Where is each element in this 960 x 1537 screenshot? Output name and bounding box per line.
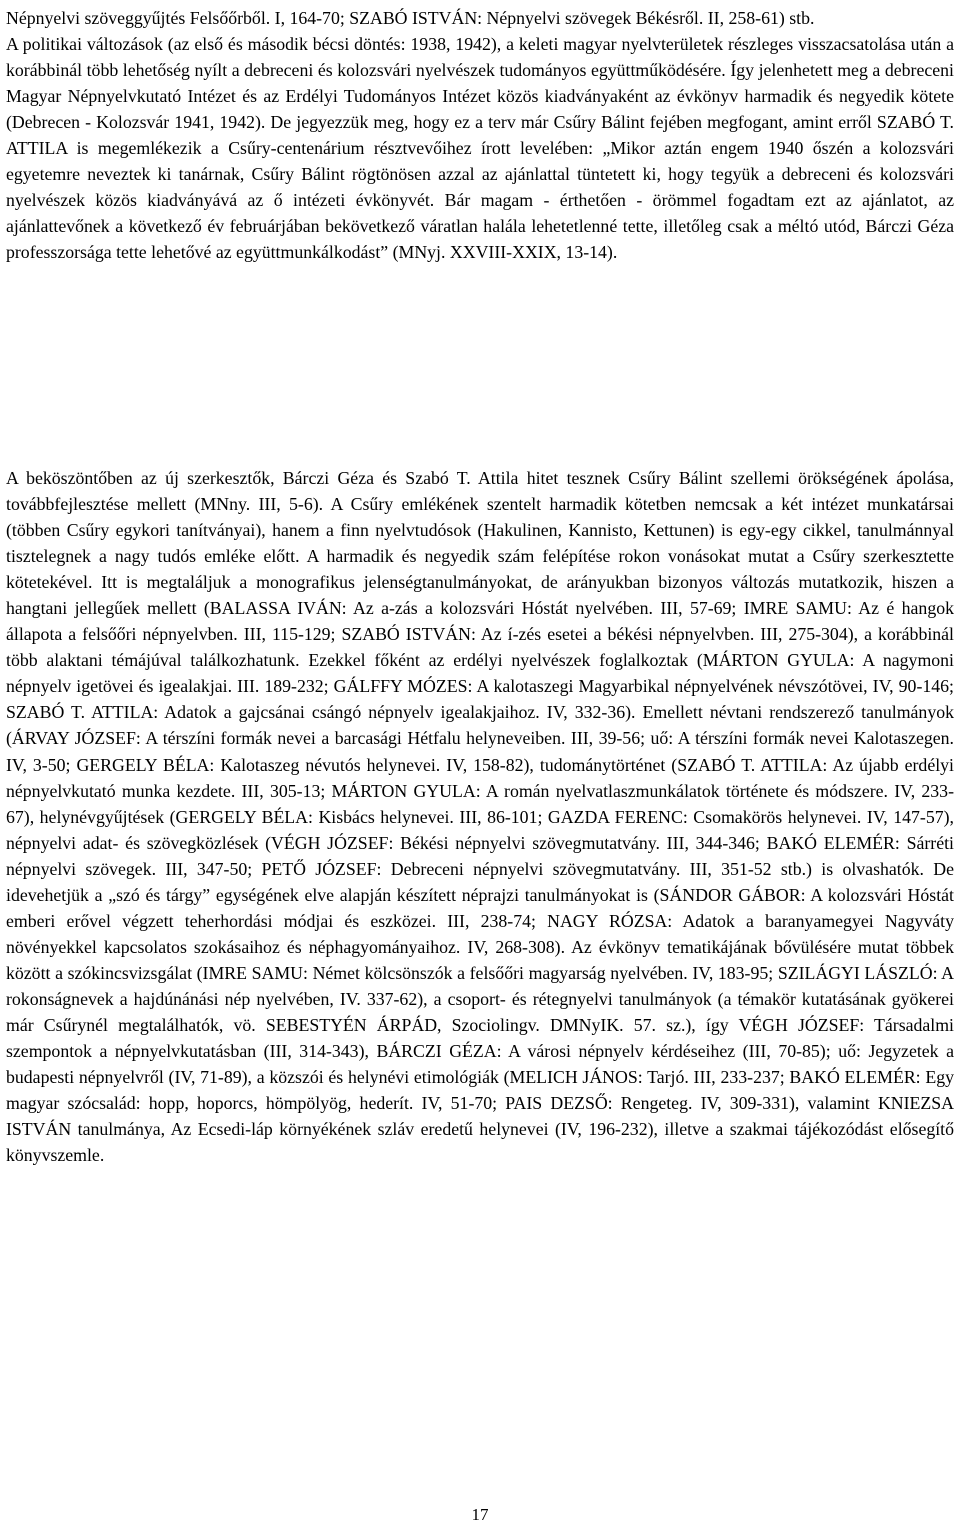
paragraph-2: A politikai változások (az első és második bécsi döntés: 1938, 1942), a keleti magyar nyelvterületek részleges visszacsatolása után a korábbinál több lehetőség nyílt a debreceni és kolozsvári nyelvészek tudományos együttműködésére. Így jelenhetett meg a debreceni Magyar Népnyelvkutató Intézet és az Erdélyi Tudományos Intézet közös kiadványaként az évkönyv harmadik és negyedik kötete (Debrecen - Kolozsvár 1941, 1942). De jegyezzük meg, hogy ez a terv már Csűry Bálint fejében megfogant, amint erről SZABÓ T. ATTILA is megemlékezik a Csűry-centenárium résztvevőihez írott levelében: „Mikor aztán engem 1940 őszén a kolozsvári egyetemre neveztek ki tanárnak, Csűry Bálint rögtönösen azzal az ajánlattal tüntetett ki, hogy tegyük a debreceni és kolozsvári nyelvészek közös kiadványává az ő intézeti évkönyvét. Bár magam - érthetően - örömmel fogadtam ezt az ajánlatot, az ajánlattevőnek a következő év februárjában bekövetkező váratlan halála lehetetlenné tette, illetőleg csak a méltó utód, Bárczi Géza professzorsága tette lehetővé az együttmunkálkodást” (MNyj. XXVIII-XXIX, 13-14).: [6, 34, 954, 263]
text-block-lower: [6, 465, 954, 1168]
paragraph-1: Népnyelvi szöveggyűjtés Felsőőrből. I, 164-70; SZABÓ ISTVÁN: Népnyelvi szövegek Békésről. II, 258-61) stb.: [6, 8, 815, 28]
text-block-upper: [6, 5, 954, 265]
paragraph-3: A beköszöntőben az új szerkesztők, Bárczi Géza és Szabó T. Attila hitet tesznek Csűry Bálint szellemi örökségének ápolása, továbbfejlesztése mellett (MNny. III, 5-6). A Csűry emlékének szentelt harmadik kötetben nemcsak a két intézet munkatársai (többen Csűry egykori tanítványai), hanem a finn nyelvtudósok (Hakulinen, Kannisto, Kettunen) is egy-egy cikkel, tanulmánnyal tisztelegnek a nagy tudós emléke előtt. A harmadik és negyedik szám felépítése rokon vonásokat mutat a Csűry szerkesztette kötetekével. Itt is megtaláljuk a monografikus jelenségtanulmányokat, de arányukban bizonyos változás mutatkozik, hiszen a hangtani jellegűek mellett (BALASSA IVÁN: Az a-zás a kolozsvári Hóstát nyelvében. III, 57-69; IMRE SAMU: Az é hangok állapota a felsőőri népnyelvben. III, 115-129; SZABÓ ISTVÁN: Az í-zés esetei a békési népnyelvben. III, 275-304), a korábbinál több alaktani témájúval találkozhatunk. Ezekkel főként az erdélyi nyelvészek foglalkoztak (MÁRTON GYULA: A nagymoni népnyelv igetövei és igealakjai. III. 189-232; GÁLFFY MÓZES: A kalotaszegi Magyarbikal népnyelvének névszótövei, IV, 90-146; SZABÓ T. ATTILA: Adatok a gajcsánai csángó népnyelv igealakjaihoz. IV, 332-36). Emellett névtani rendszerező tanulmányok (ÁRVAY JÓZSEF: A térszíni formák nevei a barcasági Hétfalu helyneveiben. III, 39-56; uő: A térszíni formák nevei Kalotaszegen. IV, 3-50; GERGELY BÉLA: Kalotaszeg névutós helynevei. IV, 158-82), tudománytörténet (SZABÓ T. ATTILA: Az újabb erdélyi népnyelvkutató munka kezdete. III, 305-13; MÁRTON GYULA: A román nyelvatlaszmunkálatok története és módszere. IV, 233-67), helynévgyűjtések (GERGELY BÉLA: Kisbács helynevei. III, 86-101; GAZDA FERENC: Csomakörös helynevei. IV, 147-57), népnyelvi adat- és szövegközlések (VÉGH JÓZSEF: Békési népnyelvi szövegmutatvány. III, 344-346; BAKÓ ELEMÉR: Sárréti népnyelvi szövegek. III, 347-50; PETŐ JÓZSEF: Debreceni népnyelvi szövegmutatvány. III, 351-52 stb.) is olvashatók. De idevehetjük a „szó és tárgy” egységének elve alapján készített néprajzi tanulmányokat is (SÁNDOR GÁBOR: A kolozsvári Hóstát emberi erővel végzett teherhordási módjai és eszközei. III, 238-74; NAGY RÓZSA: Adatok a baranyamegyei Nagyváty növényekkel kapcsolatos szokásaihoz és néphagyományaihoz. IV, 268-308). Az évkönyv tematikájának bővülésére mutat többek között a szókincsvizsgálat (IMRE SAMU: Német kölcsönszók a felsőőri magyarság nyelvében. IV, 183-95; SZILÁGYI LÁSZLÓ: A rokonságnevek a hajdúnánási nép nyelvében, IV. 337-62), a csoport- és rétegnyelvi tanulmányok (a témakör kutatásának gyökerei már Csűrynél megtalálhatók, vö. SEBESTYÉN ÁRPÁD, Szociolingv. DMNyIK. 57. sz.), így VÉGH JÓZSEF: Társadalmi szempontok a népnyelvkutatásban (III, 314-343), BÁRCZI GÉZA: A városi népnyelv kérdéseihez (III, 70-85); uő: Jegyzetek a budapesti népnyelvről (IV, 71-89), a közszói és helynévi etimológiák (MELICH JÁNOS: Tarjó. III, 233-237; BAKÓ ELEMÉR: Egy magyar szócsalád: hopp, hoporcs, hömpölyög, hederít. IV, 51-70; PAIS DEZSŐ: Rengeteg. IV, 309-331), valamint KNIEZSA ISTVÁN tanulmánya, Az Ecsedi-láp környékének szláv eredetű helynevei (IV, 196-232), illetve a szakmai tájékozódást elősegítő könyvszemle.: [6, 468, 954, 1166]
page-number: 17: [471, 1505, 489, 1524]
